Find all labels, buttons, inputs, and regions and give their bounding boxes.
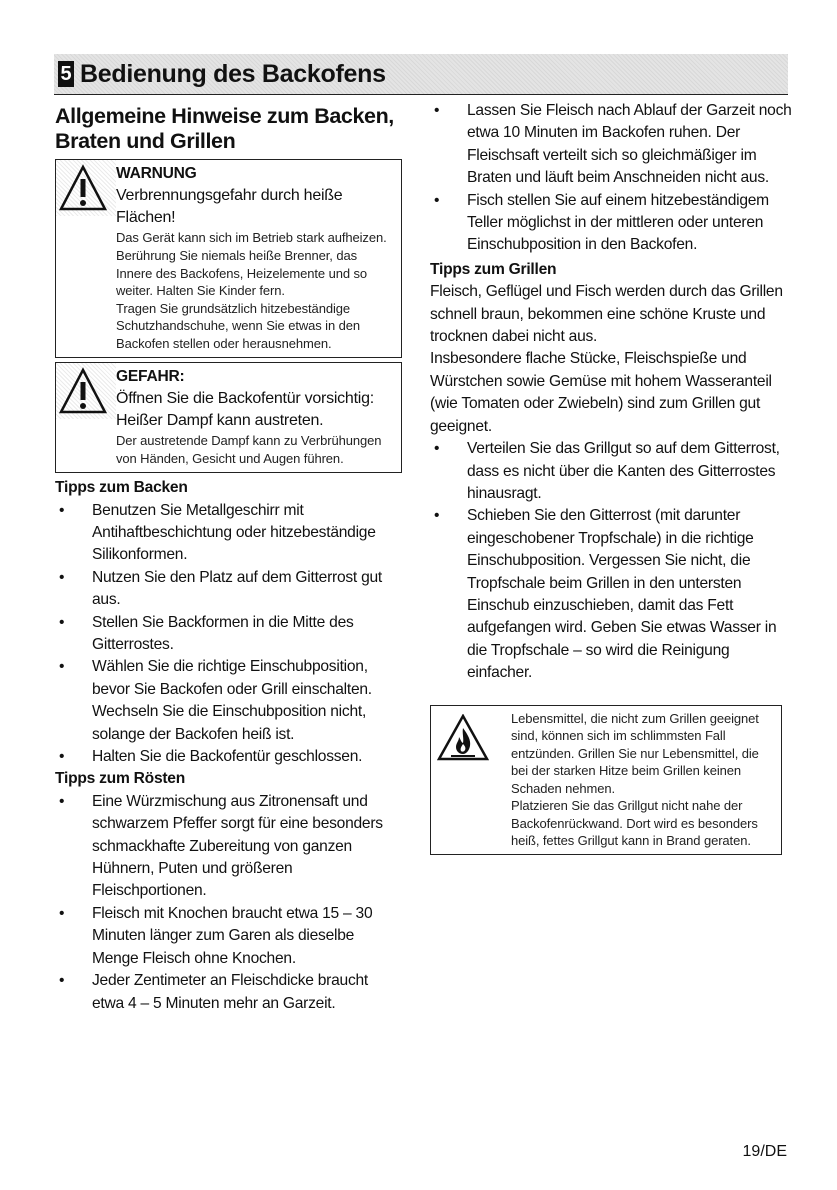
danger-title: GEFAHR: — [116, 367, 185, 385]
warning-subtitle: Verbrennungsgefahr durch heiße Flächen! — [116, 187, 343, 227]
danger-box — [55, 362, 402, 474]
left-column — [55, 104, 402, 1015]
warning-title: WARNUNG — [116, 165, 197, 182]
fire-warning-box — [430, 705, 782, 855]
list-item: • Wählen Sie die richtige Einschubposition, bevor Sie Backofen oder Grill einschalten. Wechseln Sie die Einschubposition nicht, solange der Backofen heiß ist. — [55, 656, 402, 746]
page-number: 19/DE — [742, 1143, 787, 1160]
warning-triangle-icon — [56, 160, 116, 216]
list-item: • Stellen Sie Backformen in die Mitte des Gitterrostes. — [55, 612, 402, 657]
list-item: • Schieben Sie den Gitterrost (mit darunter eingeschobener Tropfschale) in die richtige Einschubposition. Vergessen Sie nicht, die Tropfschale beim Grillen in den untersten Einschub einzuschieben, damit das Fett aufgefangen wird. Geben Sie etwas Wasser in die Tropfschale – so wird die Reinigung einfacher. — [430, 505, 792, 684]
danger-text: Der austretende Dampf kann zu Verbrühungen von Händen, Gesicht und Augen führen. — [116, 432, 382, 466]
fire-hazard-icon — [437, 714, 489, 769]
section-heading: Allgemeine Hinweise zum Backen, Braten und Grillen — [55, 104, 394, 153]
roesten-heading: Tipps zum Rösten — [55, 770, 186, 788]
backen-heading: Tipps zum Backen — [55, 479, 188, 497]
warning-triangle-icon — [56, 363, 116, 419]
list-item: • Verteilen Sie das Grillgut so auf dem Gitterrost, dass es nicht über die Kanten des Gitterrostes hinausragt. — [430, 438, 792, 505]
list-item: • Lassen Sie Fleisch nach Ablauf der Garzeit noch etwa 10 Minuten im Backofen ruhen. Der Fleischsaft verteilt sich so gleichmäßiger im Braten und läuft beim Anschneiden nicht aus. — [430, 100, 792, 190]
warning-box — [55, 159, 402, 358]
list-item: • Halten Sie die Backofentür geschlossen. — [55, 746, 402, 768]
fire-text-2: Platzieren Sie das Grillgut nicht nahe der Backofenrückwand. Dort wird es besonders heiß, fettes Grillgut kann in Brand geraten. — [511, 798, 758, 849]
top-list — [430, 100, 792, 257]
chapter-number: 5 — [58, 61, 74, 87]
grillen-heading: Tipps zum Grillen — [430, 260, 557, 278]
right-column — [430, 100, 792, 855]
grillen-paragraph-1: Fleisch, Geflügel und Fisch werden durch das Grillen schnell braun, bekommen eine schöne Kruste und trocknen dabei nicht aus. — [430, 283, 783, 346]
list-item: • Eine Würzmischung aus Zitronensaft und schwarzem Pfeffer sorgt für eine besonders schmackhafte Zubereitung von ganzen Hühnern, Puten und größeren Fleischportionen. — [55, 791, 402, 903]
warning-text-2: Tragen Sie grundsätzlich hitzebeständige Schutzhandschuhe, wenn Sie etwas in den Backofen stellen oder herausnehmen. — [116, 300, 360, 351]
chapter-title: Bedienung des Backofens — [80, 60, 386, 88]
chapter-header — [54, 54, 788, 95]
grillen-list — [430, 438, 792, 684]
list-item: • Fisch stellen Sie auf einem hitzebeständigem Teller möglichst in der mittleren oder unteren Einschubposition in den Backofen. — [430, 190, 792, 257]
danger-subtitle: Öffnen Sie die Backofentür vorsichtig: Heißer Dampf kann austreten. — [116, 389, 374, 429]
list-item: • Jeder Zentimeter an Fleischdicke braucht etwa 4 – 5 Minuten mehr an Garzeit. — [55, 970, 402, 1015]
list-item: • Nutzen Sie den Platz auf dem Gitterrost gut aus. — [55, 567, 402, 612]
backen-list — [55, 500, 402, 769]
fire-text-1: Lebensmittel, die nicht zum Grillen geeignet sind, können sich im schlimmsten Fall entzünden. Grillen Sie nur Lebensmittel, die bei der starken Hitze beim Grillen keinen Schaden nehmen. — [511, 710, 759, 796]
roesten-list — [55, 791, 402, 1015]
grillen-paragraph-2: Insbesondere flache Stücke, Fleischspieße und Würstchen sowie Gemüse mit hohem Wasseranteil (wie Tomaten oder Zwiebeln) sind zum Grillen gut geeignet. — [430, 350, 772, 435]
list-item: • Fleisch mit Knochen braucht etwa 15 – 30 Minuten länger zum Garen als dieselbe Menge Fleisch ohne Knochen. — [55, 903, 402, 970]
list-item: • Benutzen Sie Metallgeschirr mit Antihaftbeschichtung oder hitzebeständige Silikonformen. — [55, 500, 402, 567]
warning-text-1: Das Gerät kann sich im Betrieb stark aufheizen. Berührung Sie niemals heiße Brenner, das Innere des Backofens, Heizelemente und so weiter. Halten Sie Kinder fern. — [116, 230, 387, 299]
